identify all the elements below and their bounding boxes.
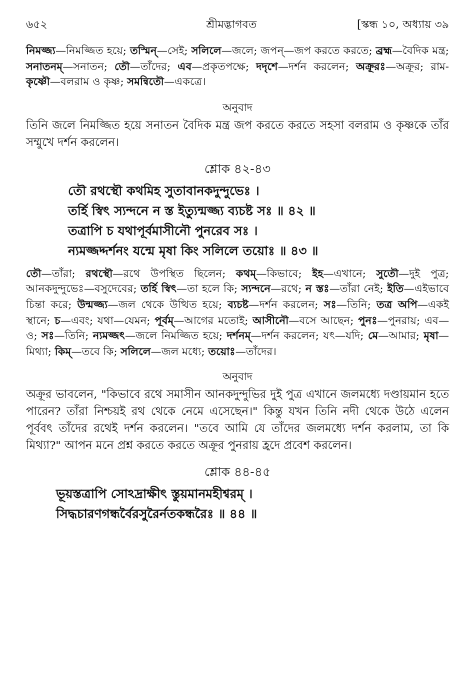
section-reference: [স্কন্ধ ১০, অধ্যায় ৩৯: [356, 18, 449, 31]
gloss-text: —তাঁদের;: [129, 60, 178, 73]
sanskrit-term: তস্মিন্: [129, 45, 157, 57]
sanskrit-term: ইহ: [312, 267, 324, 280]
sanskrit-term: তয়োঃ: [208, 345, 236, 358]
sanskrit-term: ন্যমজ্জৎ: [92, 330, 125, 343]
sanskrit-term: সঃ: [41, 330, 55, 343]
sanskrit-verse: [26, 181, 449, 261]
gloss-text: —এখানে;: [323, 267, 377, 280]
gloss-text: —একই স্থানে;: [26, 298, 449, 327]
sanskrit-term: অক্রূরঃ: [356, 60, 386, 73]
gloss-text: —জলে নিমজ্জিত হয়ে;: [124, 330, 227, 343]
gloss-text: —জল থেকে উত্থিত হয়ে;: [107, 298, 228, 311]
gloss-text: —প্রকৃতপক্ষে;: [191, 60, 257, 73]
sanskrit-term: ইতি: [387, 283, 404, 296]
gloss-text: —এইভাবে চিন্তা করে;: [26, 283, 450, 311]
sanskrit-term: দদৃশে: [256, 60, 278, 73]
verse-line: ন্যমজ্জদ্দর্শনং যন্মে মৃষা কিং সলিলে তয়োঃ ॥ ৪৩ ॥: [68, 242, 319, 258]
gloss-text: —রথে;: [270, 283, 306, 296]
gloss-text: —পুনরায়; এব—ও;: [26, 314, 450, 343]
translation-41: তিনি জলে নিমজ্জিত হয়ে সনাতন বৈদিক মন্ত্র জপ করতে করতে সহসা বলরাম ও কৃষ্ণকে তাঁর সম্মুখে দর্শন করলেন।: [26, 117, 449, 149]
sanskrit-term: কিম্: [54, 345, 72, 358]
gloss-text: —তিনি;: [336, 298, 377, 311]
translation-42-43: অক্রূর ভাবলেন, "কিভাবে রথে সমাসীন আনকদুন্দুভির দুই পুত্র এখানে জলমধ্যে দণ্ডায়মান হতে পারেন? তাঁরা নিশ্চয়ই রথ থেকে নেমে এসেছেন।" কিন্তু যখন তিনি নদী থেকে উঠে এলেন পূর্ববৎ তাঁদের রথেই দর্শন করলেন। "তবে আমি যে তাঁদের জলমধ্যে দর্শন করলাম, তা কি মিথ্যা?" আপন মনে প্রশ্ন করতে করতে অক্রূর পুনরায় হ্রদে প্রবেশ করলেন।: [26, 387, 449, 453]
sanskrit-term: সলিলে: [191, 45, 222, 57]
sanskrit-term: পুনঃ: [358, 314, 378, 327]
translation-label: অনুবাদ: [222, 371, 253, 384]
sanskrit-term: কৃষ্ণৌ: [26, 76, 50, 89]
gloss-text: —তা হলে কি;: [176, 283, 242, 296]
sanskrit-term: মৃষা: [423, 330, 439, 343]
sanskrit-term: স্যন্দনে: [241, 283, 271, 296]
verse-line: ভূয়স্তত্রাপি সোঽদ্রাক্ষীৎ স্তুয়মানমহীশ্বরম্ ।: [56, 486, 253, 502]
gloss-text: —দর্শন করলেন; যৎ—যদি;: [250, 330, 368, 343]
verse-line: তর্হি স্বিৎ স্যন্দনে ন স্ত ইত্যুন্মজ্জ্য ব্যচষ্ট সঃ ॥ ৪২ ॥: [68, 202, 316, 218]
gloss-text: —দর্শন করলেন;: [248, 298, 324, 311]
page-number: ৬৫২: [26, 18, 48, 31]
sanskrit-term: ব্রহ্ম: [375, 45, 392, 57]
sanskrit-term: ন স্তঃ: [305, 283, 330, 296]
sanskrit-term: তর্হি স্বিৎ: [140, 283, 177, 296]
gloss-text: —একত্রে।: [163, 76, 206, 89]
sanskrit-term: উন্মজ্জ্য: [77, 298, 108, 311]
gloss-text: —সনাতন;: [62, 60, 115, 73]
verse-line: সিদ্ধচারণগন্ধর্বৈরসুরৈর্নতকন্ধরৈঃ ॥ ৪৪ ॥: [56, 506, 258, 522]
word-synonyms-41: [26, 44, 449, 91]
gloss-text: —রথে উপস্থিত ছিলেন;: [112, 267, 236, 280]
sanskrit-term: তৌ: [26, 267, 42, 280]
gloss-text: —তবে কি;: [71, 345, 121, 358]
book-title: শ্রীমদ্ভাগবত: [206, 18, 257, 31]
sanskrit-verse: [26, 484, 449, 524]
gloss-text: —সেই;: [156, 45, 192, 57]
verse-line: তৌ রথস্থৌ কথমিহ সুতাবানকদুন্দুভেঃ ।: [68, 182, 260, 198]
verse-line: তত্রাপি চ যথাপূর্বমাসীনৌ পুনরেব সঃ ।: [68, 222, 258, 238]
sanskrit-term: সঃ: [323, 298, 337, 311]
page-header: [26, 18, 449, 32]
gloss-text: —নিমজ্জিত হয়ে;: [55, 45, 130, 57]
gloss-text: —এবং; যথা—যেমন;: [60, 314, 155, 327]
gloss-text: —দুই পুত্র; আনকদুন্দুভেঃ—বসুদেবের;: [26, 267, 449, 296]
gloss-text: —তাঁরা;: [41, 267, 86, 280]
gloss-text: —অক্রূর; রাম-: [385, 60, 449, 73]
sanskrit-term: কথম্: [235, 267, 257, 280]
sloka-heading: শ্লোক ৪৪-৪৫: [204, 464, 271, 480]
gloss-text: —তাঁরা নেই;: [329, 283, 388, 296]
gloss-text: —জলে; জপন্—জপ করতে করতে;: [221, 45, 376, 57]
sanskrit-term: সমন্বিতৌ: [127, 76, 164, 89]
sanskrit-term: দর্শনম্: [226, 330, 251, 343]
sanskrit-term: ব্যচষ্ট: [227, 298, 249, 311]
gloss-text: —বলরাম ও কৃষ্ণ;: [49, 76, 128, 89]
gloss-text: —তিনি;: [54, 330, 93, 343]
sanskrit-term: তৌ: [114, 60, 130, 73]
gloss-text: —কিভাবে;: [256, 267, 313, 280]
sanskrit-term: সনাতনম্: [26, 60, 63, 73]
sanskrit-term: পূর্বম্: [154, 314, 174, 327]
gloss-text: —জল মধ্যে;: [150, 345, 209, 358]
gloss-text: —বসে আছেন;: [288, 314, 359, 327]
sanskrit-term: মে: [367, 330, 379, 343]
gloss-text: —বৈদিক মন্ত্র;: [391, 45, 449, 57]
gloss-text: —আগের মতোই;: [173, 314, 253, 327]
gloss-text: —মিথ্যা;: [26, 330, 449, 358]
sanskrit-term: এব: [177, 60, 192, 73]
gloss-text: —দর্শন করলেন;: [277, 60, 357, 73]
gloss-text: —আমার;: [378, 330, 424, 343]
sanskrit-term: সলিলে: [120, 345, 151, 358]
word-synonyms-42-43: [26, 267, 449, 361]
sanskrit-term: নিমজ্জ্য: [26, 45, 56, 57]
sanskrit-term: আসীনৌ: [252, 314, 289, 327]
sanskrit-term: সুতৌ: [376, 267, 399, 280]
sanskrit-term: রথস্থৌ: [85, 267, 113, 280]
gloss-text: —তাঁদের।: [235, 345, 277, 358]
translation-label: অনুবাদ: [222, 101, 253, 114]
sloka-heading: শ্লোক ৪২-৪৩: [204, 160, 271, 176]
sanskrit-term: চ: [54, 314, 61, 327]
sanskrit-term: তত্র অপি: [376, 298, 418, 311]
